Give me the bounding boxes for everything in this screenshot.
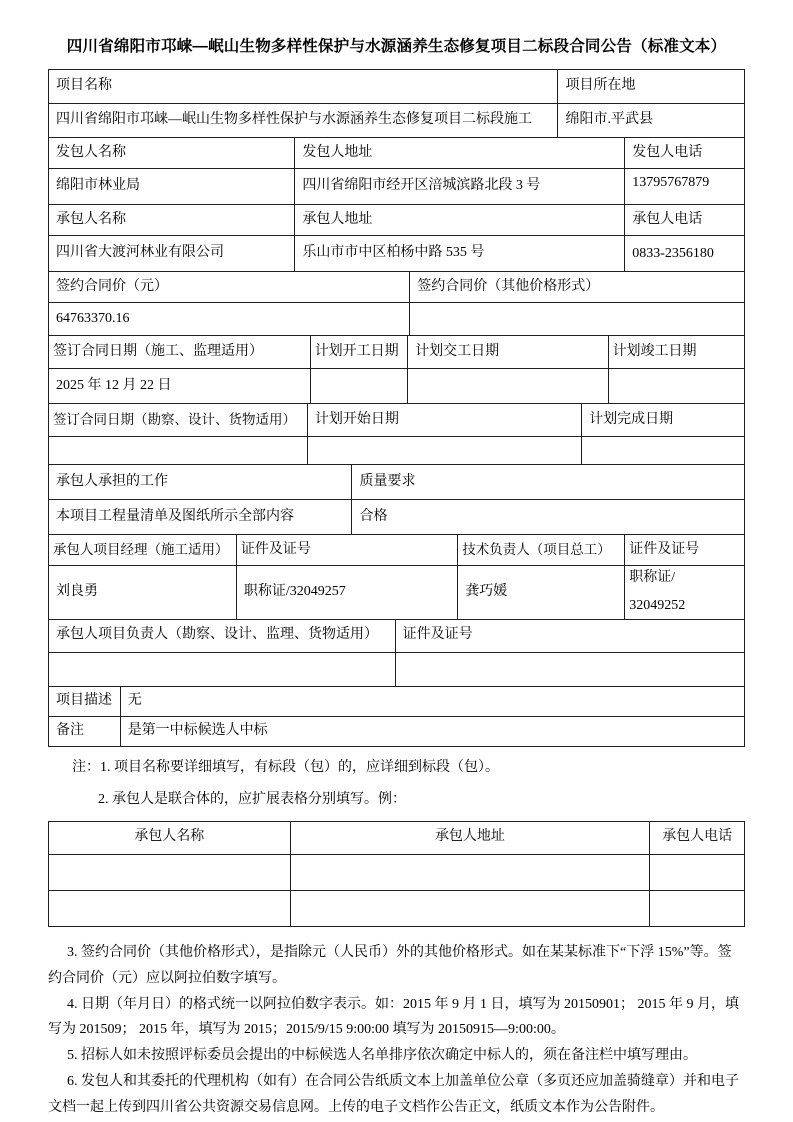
table-row bbox=[49, 369, 745, 404]
pm-cert-label: 证件及证号 bbox=[237, 535, 458, 566]
table-row bbox=[49, 465, 745, 500]
table-row bbox=[49, 404, 745, 437]
empty-cell bbox=[609, 369, 745, 404]
table-row bbox=[49, 717, 745, 747]
table-row bbox=[49, 687, 745, 717]
plan-start-label: 计划开工日期 bbox=[311, 336, 408, 369]
note-5: 5. 招标人如未按照评标委员会提出的中标候选人名单排序依次确定中标人的，须在备注栏中填写理由。 bbox=[67, 1048, 697, 1064]
sign-date-survey-label: 签订合同日期（勘察、设计、货物适用） bbox=[49, 404, 308, 437]
remark-value: 是第一中标候选人中标 bbox=[121, 717, 745, 747]
quality-requirement-value: 合格 bbox=[352, 500, 745, 535]
empty-cell bbox=[396, 653, 745, 687]
pm-cert-value: 职称证/32049257 bbox=[237, 566, 458, 620]
note-3: 3. 签约合同价（其他价格形式），是指除元（人民币）外的其他价格形式。如在某某标准下“下浮 15%”等。签约合同价（元）应以阿拉伯数字填写。 bbox=[48, 944, 732, 986]
contractor-address-value: 乐山市市中区柏杨中路 535 号 bbox=[295, 236, 625, 272]
empty-cell bbox=[308, 437, 582, 465]
table-row bbox=[49, 620, 745, 653]
table-row bbox=[49, 437, 745, 465]
empty-cell bbox=[408, 369, 608, 404]
table-row bbox=[49, 653, 745, 687]
contractor-address-label: 承包人地址 bbox=[295, 205, 625, 236]
project-desc-value: 无 bbox=[121, 687, 745, 717]
contract-price-label: 签约合同价（元） bbox=[49, 272, 410, 303]
note-2: 2. 承包人是联合体的，应扩展表格分别填写。例： bbox=[98, 791, 406, 807]
employer-name-label: 发包人名称 bbox=[49, 138, 295, 169]
table-row bbox=[49, 169, 745, 205]
empty-cell bbox=[49, 653, 396, 687]
empty-cell bbox=[49, 855, 291, 891]
employer-address-label: 发包人地址 bbox=[295, 138, 625, 169]
contractor-phone-label: 承包人电话 bbox=[625, 205, 745, 236]
table-row bbox=[49, 272, 745, 303]
notes-top bbox=[72, 756, 745, 808]
project-manager-name: 刘良勇 bbox=[49, 566, 237, 620]
contractor-name-label: 承包人名称 bbox=[49, 205, 295, 236]
employer-address-value: 四川省绵阳市经开区涪城滨路北段 3 号 bbox=[295, 169, 625, 205]
sign-date-construction-value: 2025 年 12 月 22 日 bbox=[49, 369, 311, 404]
table-row bbox=[49, 535, 745, 566]
plan-begin-label: 计划开始日期 bbox=[308, 404, 582, 437]
quality-requirement-label: 质量要求 bbox=[352, 465, 745, 500]
project-desc-label: 项目描述 bbox=[49, 687, 121, 717]
plan-finish-label: 计划完成日期 bbox=[582, 404, 745, 437]
table-row bbox=[49, 138, 745, 169]
empty-cell bbox=[650, 855, 745, 891]
employer-phone-label: 发包人电话 bbox=[625, 138, 745, 169]
contract-price-other-label: 签约合同价（其他价格形式） bbox=[410, 272, 745, 303]
contractor-phone-value: 0833-2356180 bbox=[625, 236, 745, 272]
plan-complete-label: 计划竣工日期 bbox=[609, 336, 745, 369]
note-6: 6. 发包人和其委托的代理机构（如有）在合同公告纸质文本上加盖单位公章（多页还应加盖骑缝章）并和电子文档一起上传到四川省公共资源交易信息网。上传的电子文档作公告正文，纸质文本作为公告附件。 bbox=[48, 1074, 739, 1116]
empty-cell bbox=[410, 303, 745, 336]
table-row bbox=[49, 336, 745, 369]
contract-announcement-table bbox=[48, 69, 745, 747]
notes-bottom bbox=[48, 940, 745, 1121]
example-contractor-address-header: 承包人地址 bbox=[291, 822, 651, 855]
document-title: 四川省绵阳市邛崃—岷山生物多样性保护与水源涵养生态修复项目二标段合同公告（标准文本） bbox=[66, 38, 727, 55]
empty-cell bbox=[291, 855, 651, 891]
table-row bbox=[49, 500, 745, 535]
employer-phone-value: 13795767879 bbox=[625, 169, 745, 205]
note-4: 4. 日期（年月日）的格式统一以阿拉伯数字表示。如：2015 年 9 月 1 日，填写为 20150901； 2015 年 9 月，填写为 201509； 2015 年，填写为 2015；2015/9/15 9:00:00 填写为 20150915—9:00:00。 bbox=[48, 996, 739, 1038]
empty-cell bbox=[49, 437, 308, 465]
tech-lead-label: 技术负责人（项目总工） bbox=[458, 535, 625, 566]
project-name-value: 四川省绵阳市邛崃—岷山生物多样性保护与水源涵养生态修复项目二标段施工 bbox=[49, 104, 558, 138]
tech-lead-name: 龚巧媛 bbox=[458, 566, 625, 620]
table-row bbox=[49, 236, 745, 272]
tech-cert-label: 证件及证号 bbox=[625, 535, 745, 566]
contractor-work-label: 承包人承担的工作 bbox=[49, 465, 352, 500]
tech-cert-value bbox=[625, 566, 745, 620]
example-empty-row bbox=[49, 891, 745, 927]
employer-name-value: 绵阳市林业局 bbox=[49, 169, 295, 205]
joint-venture-example-table bbox=[48, 821, 745, 927]
table-row bbox=[49, 205, 745, 236]
empty-cell bbox=[650, 891, 745, 927]
table-row bbox=[49, 70, 745, 104]
table-row bbox=[49, 566, 745, 620]
empty-cell bbox=[291, 891, 651, 927]
project-location-value: 绵阳市.平武县 bbox=[558, 104, 745, 138]
example-contractor-name-header: 承包人名称 bbox=[49, 822, 291, 855]
example-empty-row bbox=[49, 855, 745, 891]
empty-cell bbox=[49, 891, 291, 927]
note-1: 注：1. 项目名称要详细填写，有标段（包）的，应详细到标段（包）。 bbox=[72, 759, 499, 775]
project-lead-cert-label: 证件及证号 bbox=[396, 620, 745, 653]
project-location-label: 项目所在地 bbox=[558, 70, 745, 104]
contractor-name-value: 四川省大渡河林业有限公司 bbox=[49, 236, 295, 272]
plan-handover-label: 计划交工日期 bbox=[408, 336, 608, 369]
example-header-row bbox=[49, 822, 745, 855]
project-manager-label: 承包人项目经理（施工适用） bbox=[49, 535, 237, 566]
table-row bbox=[49, 303, 745, 336]
table-row bbox=[49, 104, 745, 138]
project-lead-label: 承包人项目负责人（勘察、设计、监理、货物适用） bbox=[49, 620, 396, 653]
sign-date-construction-label: 签订合同日期（施工、监理适用） bbox=[49, 336, 311, 369]
example-contractor-phone-header: 承包人电话 bbox=[650, 822, 745, 855]
remark-label: 备注 bbox=[49, 717, 121, 747]
tech-cert-line1: 职称证/ bbox=[629, 570, 676, 585]
project-name-label: 项目名称 bbox=[49, 70, 558, 104]
contractor-work-value: 本项目工程量清单及图纸所示全部内容 bbox=[49, 500, 352, 535]
contract-price-value: 64763370.16 bbox=[49, 303, 410, 336]
empty-cell bbox=[311, 369, 408, 404]
tech-cert-line2: 32049252 bbox=[629, 597, 686, 613]
empty-cell bbox=[582, 437, 745, 465]
